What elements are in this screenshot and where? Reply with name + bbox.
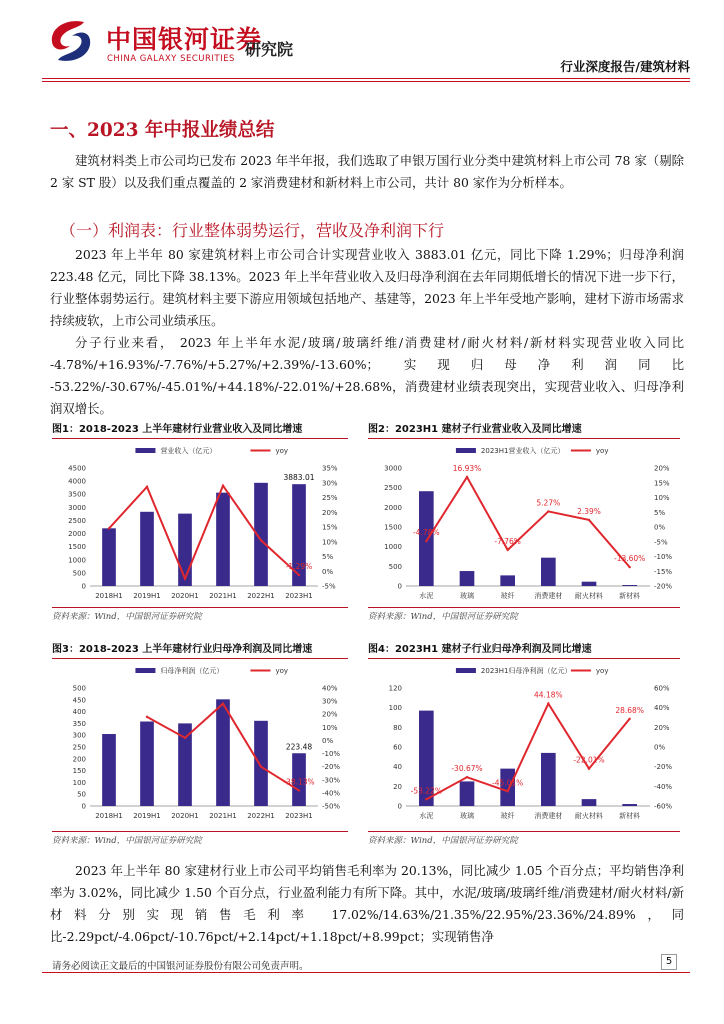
bar: [622, 585, 637, 586]
data-label: -30.67%: [451, 764, 483, 774]
source-divider: [368, 831, 680, 832]
y-right-tick-label: 0%: [322, 736, 334, 745]
bar: [254, 721, 268, 806]
page-number: 5: [661, 954, 677, 970]
legend-bar-swatch: [456, 668, 476, 673]
yoy-point: [260, 539, 262, 541]
bar: [460, 571, 475, 586]
y-tick-label: 1000: [384, 543, 402, 552]
yoy-point: [298, 574, 300, 576]
yoy-point: [108, 527, 110, 529]
bar: [582, 799, 597, 806]
bar: [622, 804, 637, 806]
source-divider: [368, 607, 680, 608]
y-right-tick-label: 30%: [322, 479, 338, 488]
x-tick-label: 消费建材: [534, 812, 563, 820]
x-tick-label: 水泥: [419, 592, 434, 600]
x-tick-label: 玻纤: [500, 812, 515, 820]
figure-1-title: 图1：2018-2023 上半年建材行业营业收入及同比增速: [52, 420, 348, 439]
y-right-tick-label: -5%: [322, 582, 336, 591]
x-tick-label: 2020H1: [171, 812, 199, 820]
x-tick-label: 耐火材料: [575, 812, 603, 820]
data-label: 28.68%: [615, 705, 644, 715]
bar: [102, 528, 116, 586]
yoy-point: [628, 566, 630, 568]
x-tick-label: 消费建材: [534, 592, 563, 600]
x-tick-label: 2021H1: [209, 592, 237, 600]
yoy-point: [184, 577, 186, 579]
legend-bar-swatch: [456, 448, 476, 453]
galaxy-logo-icon: [44, 16, 98, 66]
data-label: -45.01%: [492, 778, 524, 788]
y-tick-label: 1500: [68, 543, 86, 552]
chart-revenue-subindustry: [368, 440, 682, 608]
y-right-tick-label: 15%: [322, 523, 338, 532]
y-right-tick-label: 20%: [322, 710, 338, 719]
y-right-tick-label: -30%: [322, 776, 341, 785]
yoy-point: [222, 485, 224, 487]
y-right-tick-label: -10%: [654, 553, 673, 561]
data-label: -4.78%: [413, 528, 440, 538]
chart-revenue-industry: [52, 440, 350, 608]
y-tick-label: 300: [72, 731, 86, 740]
y-right-tick-label: 40%: [654, 704, 670, 713]
x-tick-label: 2022H1: [247, 592, 275, 600]
y-right-tick-label: 40%: [322, 684, 338, 693]
y-tick-label: 3000: [68, 503, 86, 512]
y-right-tick-label: 20%: [654, 723, 670, 732]
x-tick-label: 2023H1: [285, 592, 313, 600]
x-tick-label: 2023H1: [285, 812, 313, 820]
y-tick-label: 0: [397, 802, 402, 811]
y-right-tick-label: -60%: [654, 802, 673, 811]
yoy-point: [506, 790, 508, 792]
legend-bar-swatch: [135, 448, 155, 453]
y-tick-label: 0: [81, 582, 86, 591]
legend-bar-label: 归母净利润（亿元）: [160, 667, 224, 675]
x-tick-label: 2018H1: [95, 592, 123, 600]
yoy-line: [109, 486, 299, 579]
yoy-point: [146, 486, 148, 488]
y-right-tick-label: -40%: [322, 789, 341, 798]
data-label: -1.29%: [285, 562, 313, 572]
disclaimer-note: 请务必阅读正文最后的中国银河证券股份有限公司免责声明。: [52, 961, 309, 972]
bar: [216, 699, 230, 806]
data-label: 2.39%: [577, 506, 601, 516]
y-tick-label: 250: [72, 743, 86, 752]
y-right-tick-label: -5%: [654, 538, 668, 547]
x-tick-label: 新材料: [619, 812, 641, 820]
yoy-point: [222, 703, 224, 705]
data-label: 44.18%: [534, 690, 563, 700]
y-right-tick-label: 0%: [654, 743, 666, 752]
bar: [140, 722, 154, 806]
y-tick-label: 150: [72, 767, 86, 776]
y-tick-label: 350: [72, 719, 86, 728]
legend-bar-label: 2023H1营业收入（亿元）: [480, 447, 565, 455]
y-right-tick-label: 0%: [654, 523, 666, 532]
body-paragraph: 2023 年上半年 80 家建材行业上市公司平均销售毛利率为 20.13%，同比减少 1.05 个百分点；平均销售净利率为 3.02%，同比减少 1.50 个百分点，行业盈利能力有所下降。其中，水泥/玻璃/玻璃纤维/消费建材/耐火材料/新材料分别实现销售毛利率 17.02%/14.63%/21.35%/22.95%/23.36%/24.89%，同比-2.29pct/-4.06pct/-10.76pct/+2.14pct/+1.18pct/+8.99pct；实现销售净: [50, 863, 684, 944]
x-tick-label: 2019H1: [133, 812, 161, 820]
data-label: 3883.01: [283, 473, 315, 483]
chart-profit-industry: [52, 660, 350, 828]
bar: [216, 493, 230, 586]
y-right-tick-label: 10%: [322, 723, 338, 732]
yoy-point: [260, 765, 262, 767]
y-right-tick-label: -10%: [322, 750, 341, 759]
x-tick-label: 玻璃: [460, 592, 474, 600]
yoy-line: [426, 477, 629, 567]
legend-bar-swatch: [135, 668, 155, 673]
y-tick-label: 3000: [384, 464, 402, 473]
y-right-tick-label: -20%: [322, 763, 341, 772]
sub-heading: （一）利润表：行业整体弱势运行，营收及净利润下行: [60, 221, 445, 240]
y-tick-label: 100: [72, 778, 86, 787]
y-right-tick-label: 5%: [654, 508, 666, 517]
figure-source: 资料来源：Wind，中国银河证券研究院: [368, 612, 518, 622]
y-tick-label: 80: [393, 723, 402, 732]
yoy-point: [547, 510, 549, 512]
y-right-tick-label: 35%: [322, 464, 338, 473]
y-tick-label: 1500: [384, 523, 402, 532]
x-tick-label: 2020H1: [171, 592, 199, 600]
brand-name-en: CHINA GALAXY SECURITIES: [107, 54, 235, 64]
legend-line-label: yoy: [275, 667, 289, 675]
yoy-point: [547, 702, 549, 704]
legend-bar-label: 2023H1归母净利润（亿元）: [480, 667, 572, 675]
y-right-tick-label: 15%: [654, 479, 670, 488]
yoy-point: [588, 767, 590, 769]
bar: [140, 512, 154, 586]
y-tick-label: 400: [72, 708, 86, 717]
legend-line-label: yoy: [595, 447, 609, 455]
section-heading: 一、2023 年中报业绩总结: [50, 120, 275, 141]
yoy-point: [425, 540, 427, 542]
x-tick-label: 2022H1: [247, 812, 275, 820]
y-tick-label: 100: [388, 704, 402, 713]
body-paragraph: 2023 年上半年 80 家建筑材料上市公司合计实现营业收入 3883.01 亿元，同比下降 1.29%；归母净利润 223.48 亿元，同比下降 38.13%。2023 年上半年营业收入及归母净利润在去年同期低增长的情况下进一步下行，行业整体弱势运行。建筑材料主要下游应用领域包括地产、基建等，2023 年上半年受地产影响，建材下游市场需求持续疲软，上市公司业绩承压。: [50, 247, 684, 328]
figure-4-title: 图4：2023H1 建材子行业归母净利润及同比增速: [368, 640, 680, 659]
y-right-tick-label: -15%: [654, 567, 673, 576]
data-label: 223.48: [285, 742, 313, 752]
yoy-point: [588, 519, 590, 521]
yoy-point: [506, 549, 508, 551]
y-right-tick-label: 10%: [322, 538, 338, 547]
yoy-point: [298, 789, 300, 791]
data-label: 16.93%: [452, 464, 482, 474]
yoy-point: [466, 476, 468, 478]
y-tick-label: 0: [397, 582, 402, 591]
figure-source: 资料来源：Wind，中国银河证券研究院: [52, 612, 202, 622]
yoy-point: [425, 798, 427, 800]
yoy-point: [146, 716, 148, 718]
y-right-tick-label: -20%: [654, 582, 673, 591]
bar: [500, 575, 515, 586]
figure-source: 资料来源：Wind，中国银河证券研究院: [368, 836, 518, 846]
y-tick-label: 2500: [68, 516, 86, 525]
data-label: -7.76%: [494, 536, 521, 546]
y-tick-label: 4500: [68, 464, 86, 473]
y-right-tick-label: -50%: [322, 802, 341, 811]
x-tick-label: 2019H1: [133, 592, 161, 600]
y-tick-label: 20: [393, 782, 402, 791]
y-right-tick-label: 20%: [654, 464, 670, 473]
y-tick-label: 50: [77, 790, 86, 799]
legend-line-label: yoy: [595, 667, 609, 675]
report-type: 行业深度报告/建筑材料: [560, 59, 690, 74]
data-label: -53.22%: [410, 786, 442, 796]
y-right-tick-label: 0%: [322, 567, 334, 576]
y-tick-label: 500: [72, 569, 86, 578]
bar: [582, 582, 597, 586]
header-divider: [42, 81, 690, 82]
y-right-tick-label: -20%: [654, 763, 673, 772]
footer-divider: [42, 972, 690, 973]
data-label: -22.01%: [573, 755, 605, 765]
data-label: -38.13%: [283, 777, 315, 787]
legend-line-label: yoy: [275, 447, 289, 455]
bar: [541, 753, 556, 806]
x-tick-label: 2018H1: [95, 812, 123, 820]
yoy-point: [184, 737, 186, 739]
brand-name-cn: 中国银河证券: [106, 25, 263, 54]
y-tick-label: 3500: [68, 490, 86, 499]
legend-bar-label: 营业收入（亿元）: [160, 447, 217, 455]
bar: [500, 769, 515, 806]
y-tick-label: 2500: [384, 484, 402, 493]
bar: [102, 734, 116, 806]
y-right-tick-label: 5%: [322, 553, 334, 561]
bar: [419, 491, 434, 586]
figure-2-title: 图2：2023H1 建材子行业营业收入及同比增速: [368, 420, 680, 439]
y-tick-label: 2000: [68, 530, 86, 539]
x-tick-label: 新材料: [619, 592, 641, 600]
figure-source: 资料来源：Wind，中国银河证券研究院: [52, 836, 202, 846]
y-right-tick-label: 10%: [654, 494, 670, 502]
x-tick-label: 2021H1: [209, 812, 237, 820]
chart-profit-subindustry: [368, 660, 682, 828]
y-tick-label: 0: [81, 802, 86, 811]
x-tick-label: 水泥: [419, 812, 434, 820]
y-tick-label: 60: [393, 743, 402, 752]
y-tick-label: 2000: [384, 503, 402, 512]
y-right-tick-label: 20%: [322, 508, 338, 517]
y-tick-label: 500: [388, 562, 402, 571]
y-tick-label: 1000: [68, 556, 86, 565]
intro-paragraph: 建筑材料类上市公司均已发布 2023 年半年报，我们选取了申银万国行业分类中建筑材料上市公司 78 家（剔除 2 家 ST 股）以及我们重点覆盖的 2 家消费建材和新材料上市公司，共计 80 家作为分析样本。: [50, 153, 684, 190]
y-tick-label: 500: [72, 684, 86, 693]
y-tick-label: 200: [72, 755, 86, 764]
source-divider: [52, 831, 348, 832]
x-tick-label: 玻纤: [500, 592, 515, 600]
header-divider: [42, 78, 690, 79]
y-tick-label: 450: [72, 696, 86, 705]
y-right-tick-label: 60%: [654, 684, 670, 693]
y-right-tick-label: 25%: [322, 494, 338, 502]
x-tick-label: 玻璃: [460, 812, 474, 820]
data-label: -13.60%: [614, 554, 646, 564]
x-tick-label: 耐火材料: [575, 592, 603, 600]
y-tick-label: 120: [388, 684, 402, 693]
y-right-tick-label: -40%: [654, 782, 673, 791]
body-paragraph: 分子行业来看， 2023 年上半年水泥/玻璃/玻璃纤维/消费建材/耐火材料/新材料实现营业收入同比 -4.78%/+16.93%/-7.76%/+5.27%/+2.39%/-13.60%； 实现归母净利润同比 -53.22%/-30.67%/-45.01%/+44.18%/-22.01%/+28.68%，消费建材业绩表现突出，实现营业收入、归母净利润双增长。: [50, 335, 684, 416]
bar: [541, 558, 556, 586]
figure-3-title: 图3：2018-2023 上半年建材行业归母净利润及同比增速: [52, 640, 348, 659]
yoy-point: [466, 776, 468, 778]
bar: [178, 514, 192, 586]
yoy-point: [628, 718, 630, 720]
source-divider: [52, 607, 348, 608]
y-right-tick-label: 30%: [322, 697, 338, 706]
data-label: 5.27%: [536, 498, 561, 508]
y-tick-label: 40: [393, 763, 402, 772]
yoy-line: [426, 704, 629, 800]
bar: [460, 781, 475, 806]
institute-label: 研究院: [245, 40, 294, 59]
y-tick-label: 4000: [68, 477, 86, 486]
